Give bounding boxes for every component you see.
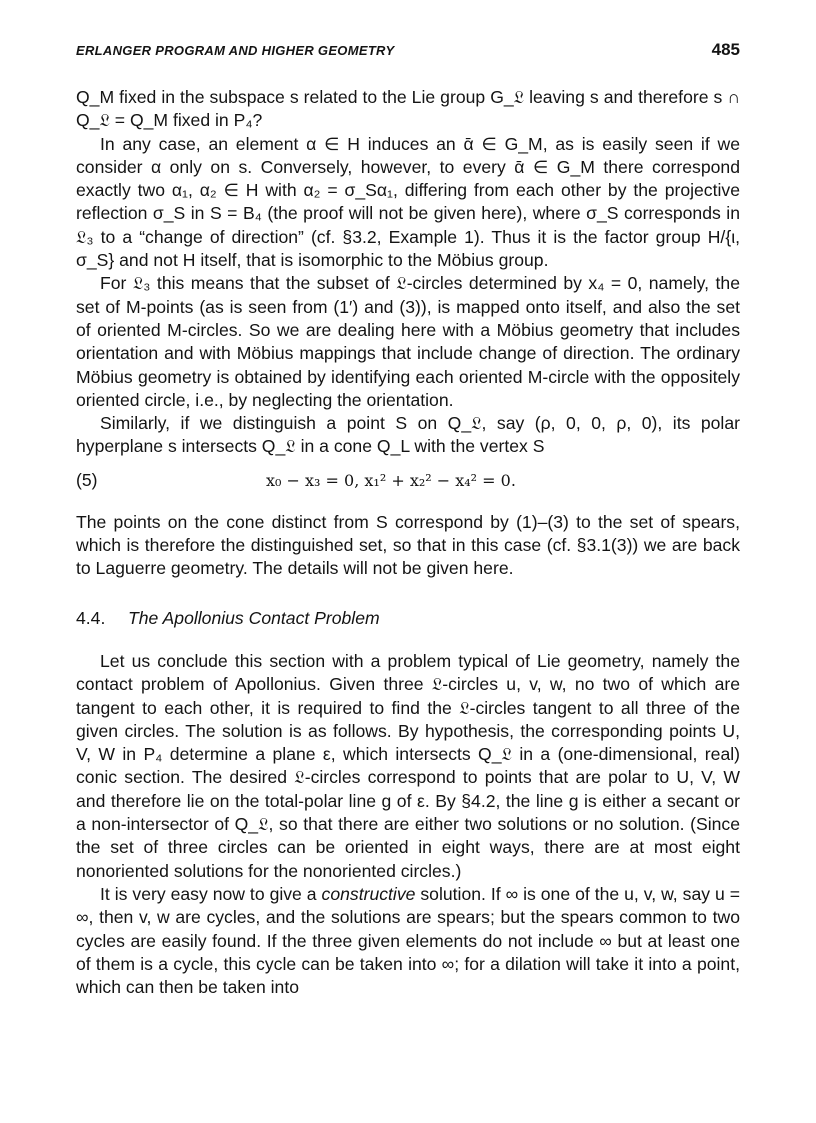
display-equation	[76, 465, 740, 499]
paragraph: For 𝔏₃ this means that the subset of 𝔏-circles determined by x₄ = 0, namely, the set of M-points (as is seen from (1′) and (3)), is mapped onto itself, and also the set of oriented M-circles. So we are dealing here with a Möbius geometry that includes orientation and with Möbius mappings that include change of direction. The ordinary Möbius geometry is obtained by identifying each oriented M-circle with the oppositely oriented circle, i.e., by neglecting the orientation.	[76, 273, 740, 410]
paragraph-lead: It is very easy now to give a	[100, 883, 322, 904]
paragraph-continued: Q_M fixed in the subspace s related to the Lie group G_𝔏 leaving s and therefore s ∩ Q_𝔏 = Q_M fixed in P₄?	[76, 87, 740, 131]
section-title: The Apollonius Contact Problem	[128, 607, 380, 628]
equation-label: (5)	[76, 469, 98, 490]
body-text	[76, 86, 740, 999]
paragraph-lead: Let us conclude this section with a problem typical of Lie geometry,	[100, 650, 652, 671]
page-number: 485	[711, 40, 740, 59]
paragraph-body: namely the contact problem of Apollonius. Given three 𝔏-circles u, v, w, no two of which are tangent to each other, it is required to find the 𝔏-circles tangent to all three of the given circles. The solution is as follows. By hypothesis, the corresponding points U, V, W in P₄ determine a plane ε, which intersects Q_𝔏 in a (one-dimensional, real) conic section. The desired 𝔏-circles correspond to points that are polar to U, V, W and therefore lie on the total-polar line g of ε. By §4.2, the line g is either a secant or a non-intersector of Q_𝔏, so that there are either two solutions or no solution. (Since the set of three circles can be oriented in eight ways, there are at most eight nonoriented solutions for the nonoriented circles.)	[76, 650, 741, 881]
running-title: ERLANGER PROGRAM AND HIGHER GEOMETRY	[76, 43, 395, 58]
paragraph-body: but the spears common to two cycles are easily found. If the three given elements do not include ∞ but at least one of them is a cycle, this cycle can be taken into ∞; for a dilation will take it into a point, which can then be taken into	[76, 907, 740, 998]
running-head	[76, 40, 740, 62]
paragraph	[76, 883, 740, 999]
paragraph-mid: solution. If ∞ is one of the u, v, w, say u = ∞, then v, w are cycles, and the solutions are spears;	[76, 883, 740, 928]
section-number: 4.4.	[76, 607, 106, 628]
section-heading	[76, 607, 740, 630]
emphasis: constructive	[321, 883, 416, 904]
paragraph: Similarly, if we distinguish a point S on Q_𝔏, say (ρ, 0, 0, ρ, 0), its polar hyperplane s intersects Q_𝔏 in a cone Q_L with the vertex S	[76, 413, 740, 457]
paragraph: The points on the cone distinct from S correspond by (1)–(3) to the set of spears, which is therefore the distinguished set, so that in this case (cf. §3.1(3)) we are back to Laguerre geometry. The details will not be given here.	[76, 511, 740, 579]
paragraph	[76, 650, 740, 883]
paragraph: In any case, an element α ∈ H induces an ᾱ ∈ G_M, as is easily seen if we consider α only on s. Conversely, however, to every ᾱ ∈ G_M there correspond exactly two α₁, α₂ ∈ H with α₂ = σ_Sα₁, differing from each other by the projective reflection σ_S in S = B₄ (the proof will not be given here), where σ_S corresponds in 𝔏₃ to a “change of direction” (cf. §3.2, Example 1). Thus it is the factor group H/{ι, σ_S} and not H itself, that is isomorphic to the Möbius group.	[76, 133, 740, 271]
equation-body: x₀ − x₃ = 0, x₁² + x₂² − x₄² = 0.	[266, 470, 516, 490]
